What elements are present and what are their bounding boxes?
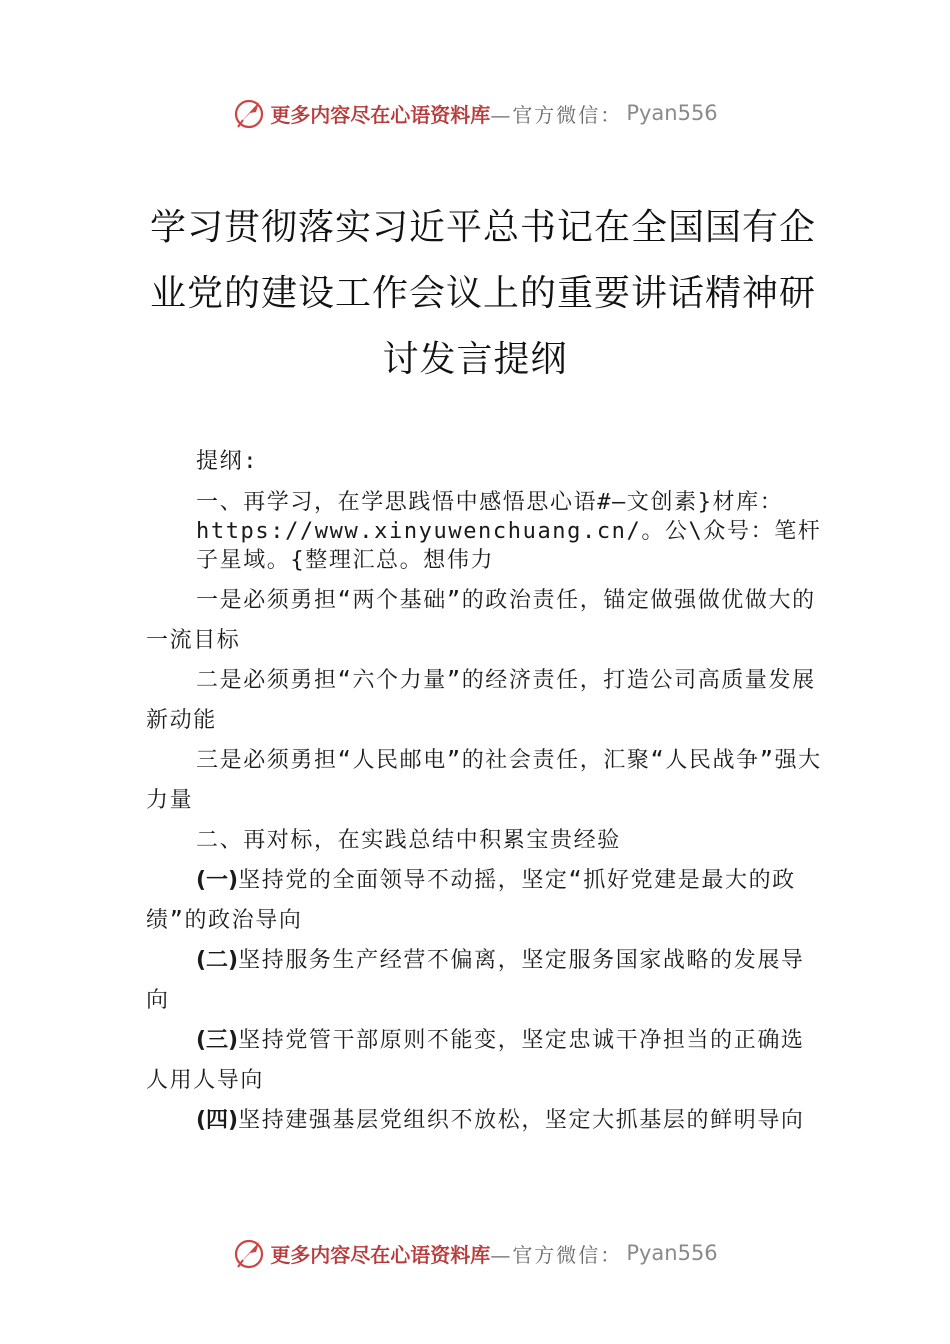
list-item-number: (一)	[196, 868, 239, 893]
list-item: 三是必须勇担“人民邮电”的社会责任，汇聚“人民战争”强大力量	[146, 748, 822, 813]
list-item-text: 坚持党的全面领导不动摇，坚定“抓好党建是最大的政绩”的政治导向	[146, 868, 796, 933]
footer-watermark-banner	[0, 1233, 950, 1273]
list-item	[146, 861, 826, 941]
header-watermark-banner	[0, 93, 950, 133]
banner-wechat-id: Pyan556	[626, 1241, 718, 1265]
feather-pen-logo-icon	[232, 96, 266, 130]
banner-wechat-label: —官方微信：	[490, 102, 623, 127]
list-item	[146, 1021, 826, 1101]
list-item: 二是必须勇担“六个力量”的经济责任，打造公司高质量发展新动能	[146, 668, 816, 733]
banner-brand-text: 更多内容尽在心语资料库	[270, 102, 491, 127]
list-item-number: (二)	[196, 948, 239, 973]
list-item-text: 坚持建强基层党组织不放松，坚定大抓基层的鲜明导向	[238, 1108, 805, 1133]
list-item-number: (四)	[196, 1108, 239, 1133]
list-item-text: 坚持服务生产经营不偏离，坚定服务国家战略的发展导向	[146, 948, 805, 1013]
section-heading-1: 一、再学习，在学思践悟中感悟思心语#—文创素}材库：https://www.xinyuwenchuang.cn/。公\众号：笔杆子星域。{整理汇总。想伟力	[196, 490, 822, 573]
list-item-text: 坚持党管干部原则不能变，坚定忠诚干净担当的正确选人用人导向	[146, 1028, 805, 1093]
title-line: 学习贯彻落实习近平总书记在全国国有企	[150, 207, 817, 248]
list-item-number: (三)	[196, 1028, 239, 1053]
outline-label: 提纲:	[196, 449, 259, 474]
banner-brand-text: 更多内容尽在心语资料库	[270, 1242, 491, 1267]
document-body	[146, 442, 826, 1141]
document-title	[150, 195, 817, 393]
title-line: 讨发言提纲	[382, 339, 568, 380]
list-item: 一是必须勇担“两个基础”的政治责任，锚定做强做优做大的一流目标	[146, 588, 816, 653]
list-item	[146, 1101, 826, 1141]
banner-wechat-label: —官方微信：	[490, 1242, 623, 1267]
section-heading-2: 二、再对标，在实践总结中积累宝贵经验	[196, 828, 621, 853]
feather-pen-logo-icon	[232, 1236, 266, 1270]
title-line: 业党的建设工作会议上的重要讲话精神研	[150, 273, 817, 314]
banner-wechat-id: Pyan556	[626, 101, 718, 125]
list-item	[146, 941, 826, 1021]
